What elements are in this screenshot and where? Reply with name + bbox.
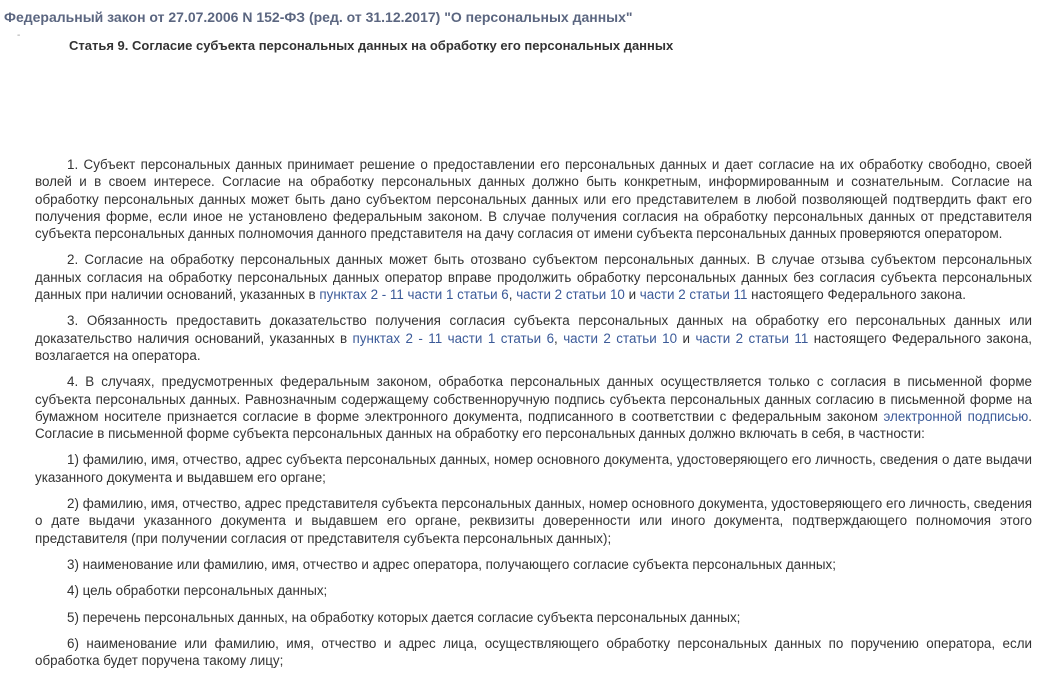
paragraph-text: 2. Согласие на обработку персональных данных может быть отозвано субъектом персональных данных. В случае отзыва субъектом персональных данных согласия на обработку персональных данных оператор вправе продолжить обработку персональных данных без согласия субъекта персональных данных при наличии оснований, указанных в <box>35 252 1032 303</box>
link-article-6[interactable]: пунктах 2 - 11 части 1 статьи 6 <box>352 330 555 346</box>
list-item-5: 5) перечень персональных данных, на обработку которых дается согласие субъекта персональных данных; <box>67 609 741 625</box>
list-item-6: 6) наименование или фамилию, имя, отчество и адрес лица, осуществляющего обработку персональных данных по поручению оператора, если обработка будет поручена такому лицу; <box>35 635 1032 669</box>
article-title: Статья 9. Согласие субъекта персональных данных на обработку его персональных данных <box>69 38 674 53</box>
paragraph-text: настоящего Федерального закона, возлагается на оператора. <box>35 330 1032 363</box>
separator: , <box>508 287 517 303</box>
list-item-3: 3) наименование или фамилию, имя, отчество и адрес оператора, получающего согласие субъекта персональных данных; <box>67 556 836 572</box>
link-electronic-signature[interactable]: электронной подписью <box>883 408 1029 424</box>
link-article-11[interactable]: части 2 статьи 11 <box>639 287 748 303</box>
list-item-1: 1) фамилию, имя, отчество, адрес субъекта персональных данных, номер основного документа, удостоверяющего его личность, сведения о дате выдачи указанного документа и выдавшем его органе; <box>35 452 1032 485</box>
list-item-2: 2) фамилию, имя, отчество, адрес представителя субъекта персональных данных, номер основного документа, удостоверяющего его личность, сведения о дате выдачи указанного документа и выдавшем его органе, реквизиты доверенности или иного документа, подтверждающего полномочия этого представителя (при получении согласия от представителя субъекта персональных данных); <box>35 496 1032 546</box>
link-article-6[interactable]: пунктах 2 - 11 части 1 статьи 6 <box>319 287 509 303</box>
paragraph-1: 1. Субъект персональных данных принимает решение о предоставлении его персональных данных и дает согласие на их обработку свободно, своей волей и в своем интересе. Согласие на обработку персональных данных должно быть конкретным, информированным и сознательным. Согласие на обработку персональных данных может быть дано субъектом персональных данных или его представителем в любой позволяющей подтвердить факт его получения форме, если иное не установлено федеральным законом. В случае получения согласия на обработку персональных данных от представителя субъекта персональных данных полномочия данного представителя на дачу согласия от имени субъекта персональных данных проверяются оператором. <box>35 157 1032 242</box>
paragraph-4 <box>35 373 1032 442</box>
separator: , <box>554 330 564 346</box>
article-body <box>35 156 1032 678</box>
paragraph-text: настоящего Федерального закона. <box>747 287 966 303</box>
document-title: Федеральный закон от 27.07.2006 N 152-ФЗ (ред. от 31.12.2017) "О персональных данных" <box>4 9 633 25</box>
paragraph-text: 4. В случаях, предусмотренных федеральным законом, обработка персональных данных осуществляется только с согласия в письменной форме субъекта персональных данных. Равнозначным содержащему собственноручную подпись субъекта персональных данных согласию в письменной форме на бумажном носителе признается согласие в форме электронного документа, подписанного в соответствии с федеральным законом <box>35 374 1032 424</box>
link-article-11[interactable]: части 2 статьи 11 <box>695 330 809 346</box>
separator: и <box>677 330 696 346</box>
paragraph-text: . Согласие в письменной форме субъекта персональных данных на обработку его персональных данных должно включать в себя, в частности: <box>35 408 1033 442</box>
marker-dash: - <box>17 30 21 41</box>
paragraph-text: 3. Обязанность предоставить доказательство получения согласия субъекта персональных данных на обработку его персональных данных или доказательство наличия оснований, указанных в <box>35 313 1032 346</box>
list-item-4: 4) цель обработки персональных данных; <box>67 583 328 599</box>
link-article-10[interactable]: части 2 статьи 10 <box>516 287 625 303</box>
separator: и <box>624 287 640 303</box>
paragraph-3 <box>35 312 1032 364</box>
paragraph-2 <box>35 251 1032 303</box>
link-article-10[interactable]: части 2 статьи 10 <box>563 330 678 346</box>
